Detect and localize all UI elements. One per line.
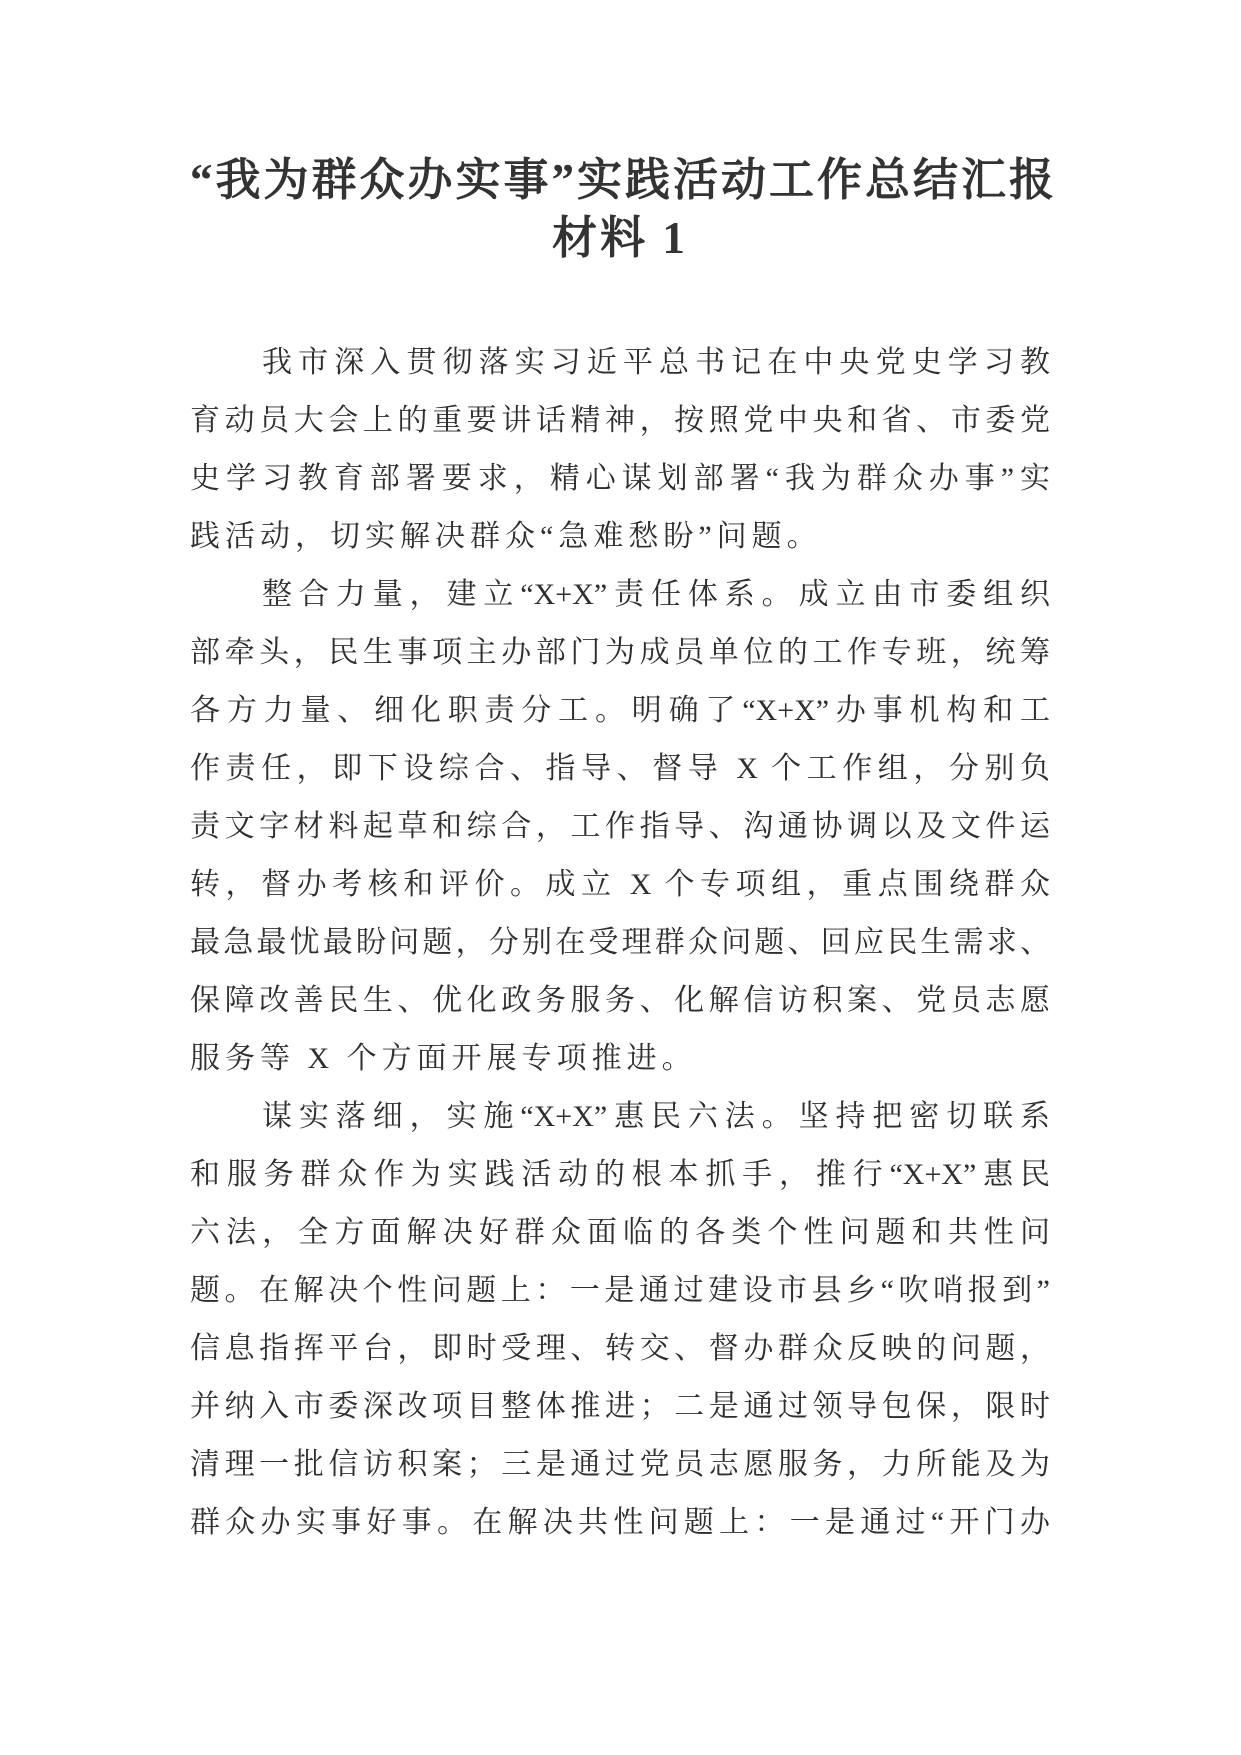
text-line: 群众办实事好事。在解决共性问题上：一是通过“开门办	[190, 1506, 1050, 1539]
text-line: 整合力量，建立“X+X”责任体系。成立由市委组织	[262, 578, 1050, 611]
paragraph	[190, 566, 1050, 1088]
text-line: 部牵头，民生事项主办部门为成员单位的工作专班，统筹	[190, 636, 1050, 669]
text-line: 保障改善民生、优化政务服务、化解信访积案、党员志愿	[190, 984, 1050, 1017]
text-line: 我市深入贯彻落实习近平总书记在中央党史学习教	[262, 346, 1050, 379]
text-line: 作责任，即下设综合、指导、督导 X 个工作组，分别负	[190, 752, 1050, 785]
text-line: 题。在解决个性问题上：一是通过建设市县乡“吹哨报到”	[190, 1274, 1050, 1307]
text-line: 最急最忧最盼问题，分别在受理群众问题、回应民生需求、	[190, 926, 1050, 959]
text-line: 谋实落细，实施“X+X”惠民六法。坚持把密切联系	[262, 1100, 1050, 1133]
paragraph	[190, 1088, 1050, 1552]
text-line: 并纳入市委深改项目整体推进；二是通过领导包保，限时	[190, 1390, 1050, 1423]
text-line: 清理一批信访积案；三是通过党员志愿服务，力所能及为	[190, 1448, 1050, 1481]
document-title	[190, 151, 1058, 267]
title-line: “我为群众办实事”实践活动工作总结汇报	[190, 155, 1058, 205]
text-line: 史学习教育部署要求，精心谋划部署“我为群众办事”实	[190, 462, 1050, 495]
title-line: 材料 1	[552, 213, 688, 263]
text-line: 责文字材料起草和综合，工作指导、沟通协调以及文件运	[190, 810, 1050, 843]
text-line: 信息指挥平台，即时受理、转交、督办群众反映的问题，	[190, 1332, 1050, 1365]
text-line: 育动员大会上的重要讲话精神，按照党中央和省、市委党	[190, 404, 1050, 437]
text-line: 践活动，切实解决群众“急难愁盼”问题。	[190, 520, 822, 553]
text-line: 服务等 X 个方面开展专项推进。	[190, 1042, 697, 1075]
text-line: 各方力量、细化职责分工。明确了“X+X”办事机构和工	[190, 694, 1050, 727]
document-body	[190, 334, 1050, 1552]
text-line: 转，督办考核和评价。成立 X 个专项组，重点围绕群众	[190, 868, 1050, 901]
text-line: 六法，全方面解决好群众面临的各类个性问题和共性问	[190, 1216, 1050, 1249]
paragraph	[190, 334, 1050, 566]
text-line: 和服务群众作为实践活动的根本抓手，推行“X+X”惠民	[190, 1158, 1050, 1191]
